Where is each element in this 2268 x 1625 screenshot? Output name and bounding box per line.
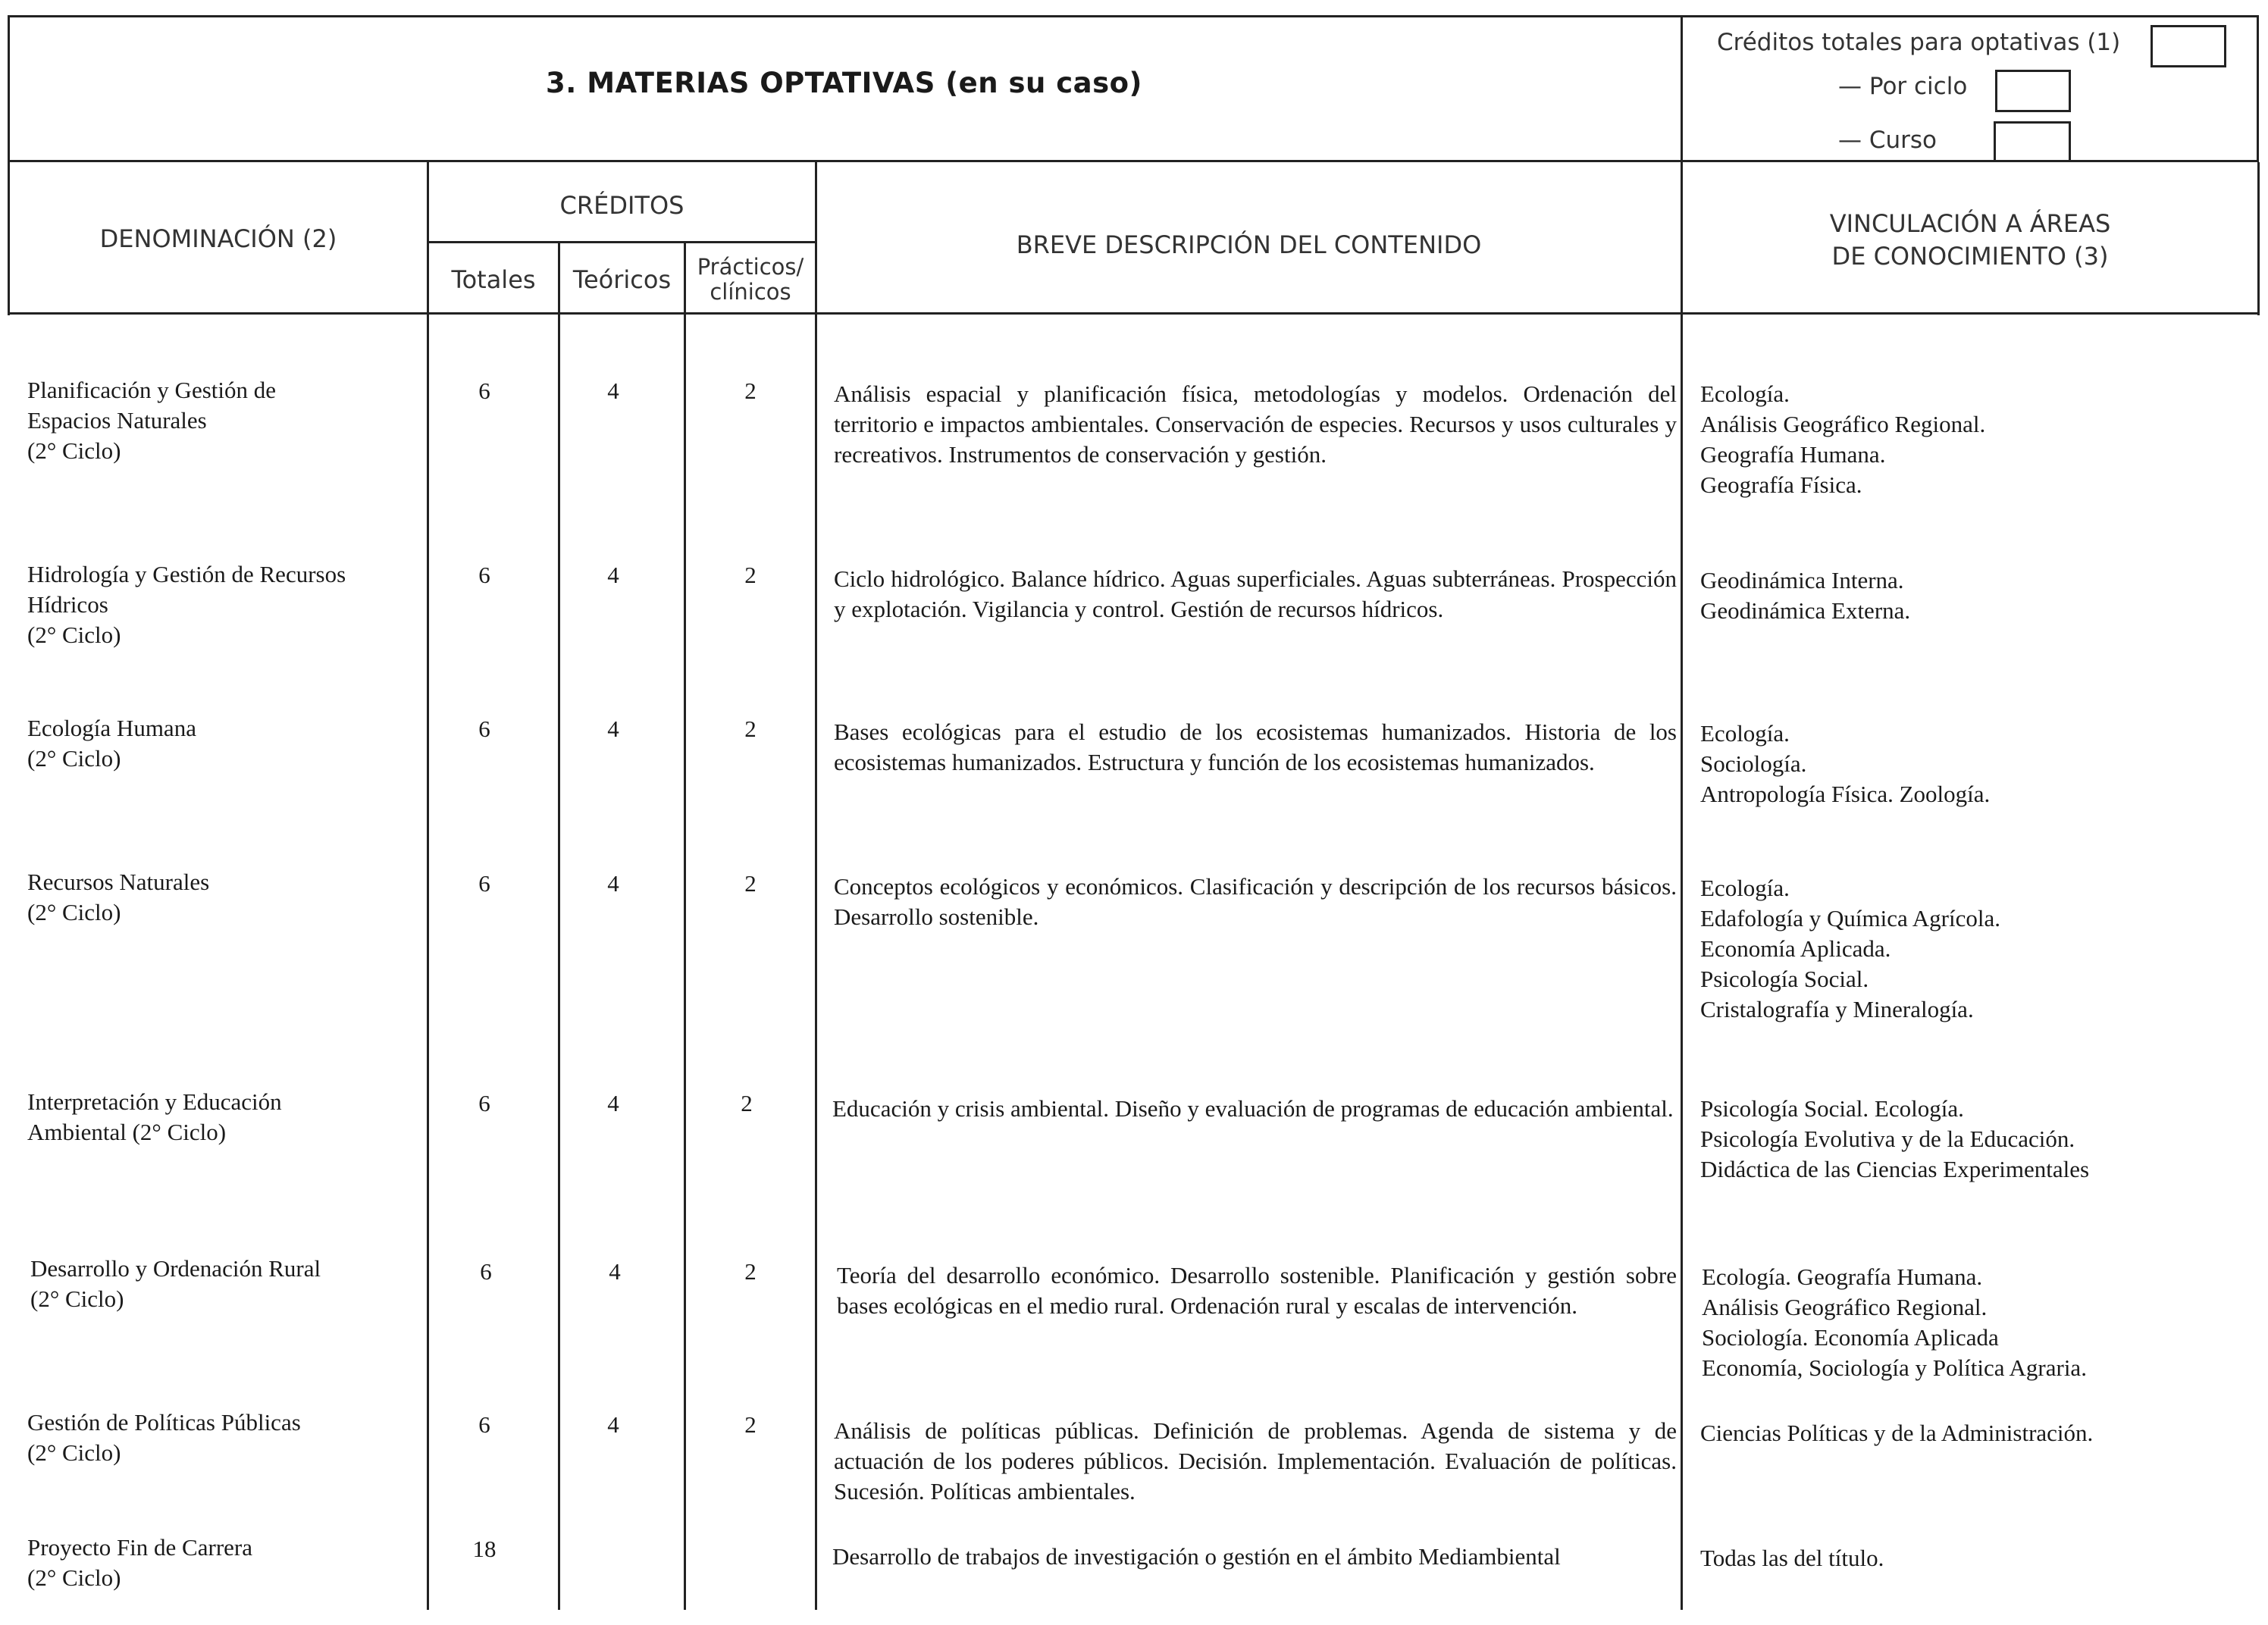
header-totales: Totales	[451, 265, 536, 294]
row-1-descripcion: Análisis espacial y planificación física, metodologías y modelos. Ordenación del territorio e impactos ambientales. Conservación de especies. Recursos y usos culturales y recreativos. Instrumentos de conservación y gestión.	[834, 380, 1677, 468]
header-divider	[1681, 15, 1683, 162]
row-8-descripcion: Desarrollo de trabajos de investigación o gestión en el ámbito Mediambiental	[832, 1543, 1561, 1570]
row-2-denominacion: Hidrología y Gestión de Recursos Hídricos (2° Ciclo)	[27, 561, 346, 648]
row-5-totales: 6	[478, 1090, 490, 1116]
row-5-denominacion: Interpretación y Educación Ambiental (2° Ciclo)	[27, 1088, 282, 1145]
header-vinculacion-line1: VINCULACIÓN A ÁREAS	[1829, 209, 2111, 238]
section-title-suffix: (en su caso)	[945, 67, 1142, 99]
row-7-practicos: 2	[744, 1411, 757, 1438]
row-2-practicos: 2	[744, 562, 757, 588]
row-1-practicos: 2	[744, 377, 757, 404]
row-6-denominacion: Desarrollo y Ordenación Rural (2° Ciclo)	[30, 1255, 321, 1312]
row-6-areas: Ecología. Geografía Humana. Análisis Geográfico Regional. Sociología. Economía Aplicada Economía, Sociología y Política Agraria.	[1702, 1263, 2087, 1381]
row-7-totales: 6	[478, 1411, 490, 1438]
row-6-teoricos: 4	[609, 1258, 621, 1285]
row-7-denominacion: Gestión de Políticas Públicas (2° Ciclo)	[27, 1409, 301, 1466]
row-1-totales: 6	[478, 377, 490, 404]
credits-ciclo-label: — Por ciclo	[1838, 73, 1968, 100]
row-4-areas: Ecología. Edafología y Química Agrícola. Economía Aplicada. Psicología Social. Cristalografía y Mineralogía.	[1700, 875, 2000, 1022]
row-2-descripcion: Ciclo hidrológico. Balance hídrico. Aguas superficiales. Aguas subterráneas. Prospección y explotación. Vigilancia y control. Gestión de recursos hídricos.	[834, 565, 1677, 622]
header-teoricos: Teóricos	[572, 265, 672, 294]
row-6-totales: 6	[480, 1258, 492, 1285]
column-divider-5	[1681, 162, 1683, 1610]
row-3-teoricos: 4	[607, 715, 619, 742]
row-3-denominacion: Ecología Humana (2° Ciclo)	[27, 715, 196, 772]
row-4-totales: 6	[478, 870, 490, 897]
column-divider-4	[815, 162, 817, 1610]
row-3-areas: Ecología. Sociología. Antropología Física. Zoología.	[1700, 720, 1991, 807]
row-4-descripcion: Conceptos ecológicos y económicos. Clasificación y descripción de los recursos básicos. Desarrollo sostenible.	[834, 873, 1677, 930]
credits-total-field[interactable]	[2151, 25, 2226, 67]
header-vinculacion	[1683, 208, 2257, 273]
row-7-areas: Ciencias Políticas y de la Administración.	[1700, 1420, 2094, 1446]
row-8-totales: 18	[472, 1536, 497, 1562]
row-8-areas: Todas las del título.	[1700, 1545, 1884, 1571]
header-vinculacion-line2: DE CONOCIMIENTO (3)	[1831, 242, 2109, 271]
row-2-areas: Geodinámica Interna. Geodinámica Externa.	[1700, 567, 1911, 624]
section-title	[8, 67, 1681, 99]
table-right-border	[2257, 162, 2260, 315]
row-1-areas: Ecología. Análisis Geográfico Regional. Geografía Humana. Geografía Física.	[1700, 380, 1986, 498]
row-8-denominacion: Proyecto Fin de Carrera (2° Ciclo)	[27, 1534, 252, 1591]
creditos-sub-rule	[427, 241, 816, 243]
row-7-descripcion: Análisis de políticas públicas. Definición de problemas. Agenda de sistema y de actuación de los poderes públicos. Decisión. Implementación. Evaluación de políticas. Sucesión. Políticas ambientales.	[834, 1417, 1677, 1504]
header-descripcion: BREVE DESCRIPCIÓN DEL CONTENIDO	[1016, 230, 1482, 259]
row-5-practicos: 2	[741, 1090, 753, 1116]
credits-total-label: Créditos totales para optativas (1)	[1717, 29, 2121, 56]
row-6-descripcion: Teoría del desarrollo económico. Desarrollo sostenible. Planificación y gestión sobre bases ecológicas en el medio rural. Ordenación rural y escalas de intervención.	[837, 1262, 1677, 1319]
row-5-descripcion: Educación y crisis ambiental. Diseño y evaluación de programas de educación ambiental.	[832, 1095, 1674, 1122]
row-2-totales: 6	[478, 562, 490, 588]
credits-ciclo-field[interactable]	[1995, 70, 2071, 112]
row-2-teoricos: 4	[607, 562, 619, 588]
column-divider-3	[684, 241, 686, 1610]
credits-curso-label: — Curso	[1838, 127, 1938, 154]
header-denominacion: DENOMINACIÓN (2)	[99, 224, 337, 253]
row-4-practicos: 2	[744, 870, 757, 897]
row-3-practicos: 2	[744, 715, 757, 742]
column-divider-2	[558, 241, 560, 1610]
row-7-teoricos: 4	[607, 1411, 619, 1438]
row-1-teoricos: 4	[607, 377, 619, 404]
section-title-main: 3. MATERIAS OPTATIVAS	[546, 67, 935, 99]
row-1-denominacion: Planificación y Gestión de Espacios Naturales (2° Ciclo)	[27, 377, 276, 464]
row-5-areas: Psicología Social. Ecología. Psicología Evolutiva y de la Educación. Didáctica de las Ciencias Experimentales	[1700, 1095, 2090, 1182]
row-3-descripcion: Bases ecológicas para el estudio de los ecosistemas humanizados. Historia de los ecosistemas humanizados. Estructura y función de los ecosistemas humanizados.	[834, 719, 1677, 775]
row-4-denominacion: Recursos Naturales (2° Ciclo)	[27, 869, 210, 925]
row-4-teoricos: 4	[607, 870, 619, 897]
credits-curso-field[interactable]	[1994, 121, 2071, 162]
table-header-bottom-rule	[8, 312, 2260, 315]
row-3-totales: 6	[478, 715, 490, 742]
header-practicos: Prácticos/ clínicos	[697, 254, 804, 305]
header-creditos: CRÉDITOS	[559, 191, 684, 220]
row-5-teoricos: 4	[607, 1090, 619, 1116]
row-6-practicos: 2	[744, 1258, 757, 1285]
